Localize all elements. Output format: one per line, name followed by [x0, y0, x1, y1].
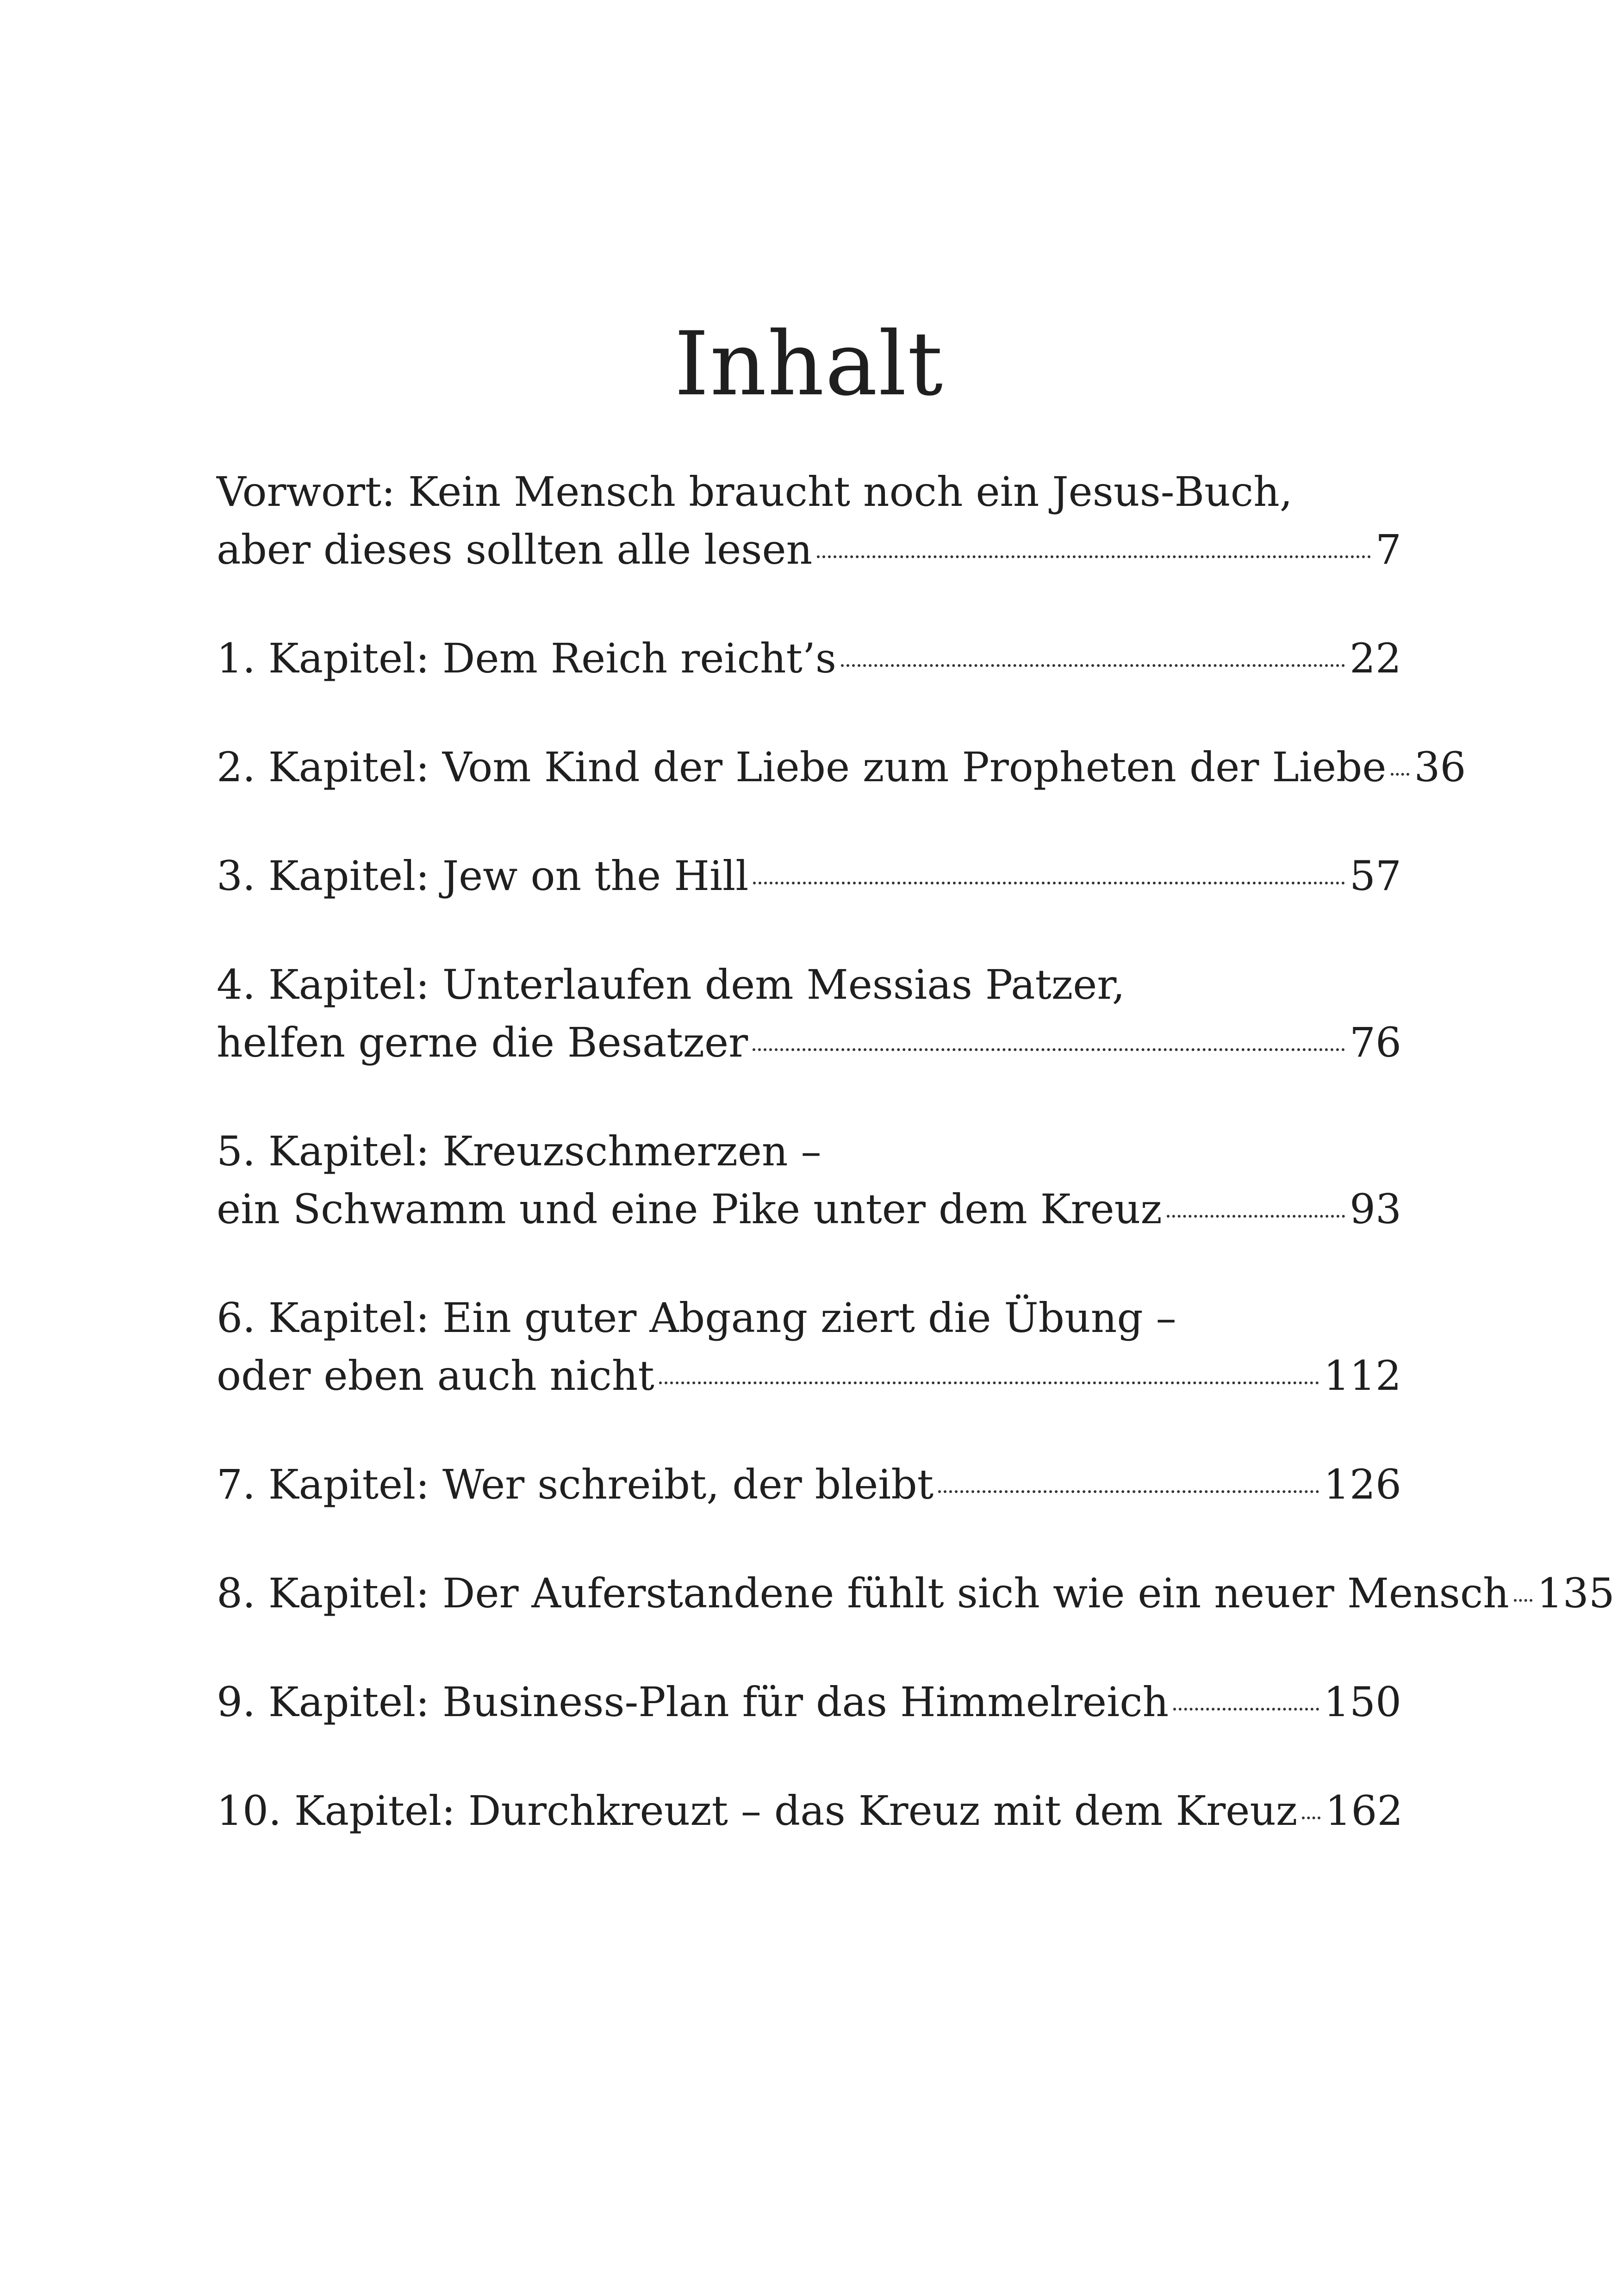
- toc-entry-title: 9. Kapitel: Business-Plan für das Himmelreich: [217, 1678, 1169, 1726]
- dot-leader: [1391, 773, 1409, 776]
- toc-entry: [217, 956, 1401, 1071]
- toc-entry-line-with-page: [217, 521, 1401, 579]
- toc-entry-title: helfen gerne die Besatzer: [217, 1019, 748, 1066]
- toc-entry-title: 6. Kapitel: Ein guter Abgang ziert die Übung –: [217, 1294, 1176, 1342]
- toc-entry-line-with-page: [217, 1564, 1615, 1622]
- toc-entry: [217, 738, 1466, 796]
- dot-leader: [1173, 1708, 1319, 1711]
- toc-entry: [217, 463, 1401, 579]
- toc-entry-line-with-page: [217, 629, 1401, 687]
- toc-page-number: 162: [1325, 1787, 1403, 1835]
- toc-entry-title: 5. Kapitel: Kreuzschmerzen –: [217, 1127, 821, 1175]
- toc-page-number: 76: [1350, 1019, 1401, 1066]
- toc-entry-title: 3. Kapitel: Jew on the Hill: [217, 852, 749, 900]
- toc-entry-line-with-page: [217, 1347, 1401, 1405]
- toc-entry-line-with-page: [217, 738, 1466, 796]
- toc-page-number: 112: [1324, 1352, 1401, 1400]
- table-of-contents: [217, 463, 1615, 1840]
- toc-page-number: 150: [1324, 1678, 1401, 1726]
- toc-entry-line-with-page: [217, 1673, 1401, 1731]
- dot-leader: [753, 1048, 1345, 1051]
- dot-leader: [753, 882, 1345, 884]
- toc-page-number: 36: [1414, 743, 1466, 791]
- toc-page-number: 126: [1324, 1461, 1401, 1508]
- page-title: Inhalt: [674, 313, 944, 416]
- toc-entry: [217, 1456, 1401, 1513]
- toc-page-number: 7: [1375, 526, 1401, 573]
- dot-leader: [817, 555, 1371, 558]
- toc-page-number: 135: [1537, 1569, 1615, 1617]
- toc-entry-line: [217, 956, 1401, 1014]
- toc-entry-title: 10. Kapitel: Durchkreuzt – das Kreuz mit dem Kreuz: [217, 1787, 1298, 1835]
- toc-entry-line: [217, 463, 1401, 521]
- toc-entry-line-with-page: [217, 847, 1401, 905]
- toc-entry-title: 7. Kapitel: Wer schreibt, der bleibt: [217, 1461, 934, 1508]
- toc-entry: [217, 629, 1401, 687]
- toc-page-number: 57: [1350, 852, 1401, 900]
- toc-page-number: 22: [1350, 635, 1401, 682]
- toc-entry: [217, 1673, 1401, 1731]
- toc-page-number: 93: [1350, 1185, 1401, 1233]
- toc-entry-title: 8. Kapitel: Der Auferstandene fühlt sich wie ein neuer Mensch: [217, 1569, 1509, 1617]
- toc-entry-line-with-page: [217, 1456, 1401, 1513]
- toc-entry-line-with-page: [217, 1782, 1401, 1840]
- toc-entry: [217, 1782, 1401, 1840]
- toc-entry: [217, 1289, 1401, 1405]
- toc-entry: [217, 1122, 1401, 1238]
- toc-entry-line: [217, 1122, 1401, 1180]
- toc-entry-line-with-page: [217, 1180, 1401, 1238]
- toc-entry: [217, 847, 1401, 905]
- toc-entry-title: 1. Kapitel: Dem Reich reicht’s: [217, 635, 837, 682]
- toc-entry-title: ein Schwamm und eine Pike unter dem Kreuz: [217, 1185, 1162, 1233]
- toc-entry-line: [217, 1289, 1401, 1347]
- dot-leader: [938, 1490, 1319, 1493]
- toc-entry-title: Vorwort: Kein Mensch braucht noch ein Jesus-Buch,: [217, 468, 1293, 516]
- toc-entry-title: aber dieses sollten alle lesen: [217, 526, 813, 573]
- dot-leader: [659, 1381, 1319, 1384]
- toc-entry-line-with-page: [217, 1014, 1401, 1071]
- toc-entry-title: oder eben auch nicht: [217, 1352, 654, 1400]
- dot-leader: [1167, 1215, 1345, 1218]
- toc-entry-title: 2. Kapitel: Vom Kind der Liebe zum Propheten der Liebe: [217, 743, 1387, 791]
- dot-leader: [841, 664, 1345, 667]
- dot-leader: [1514, 1599, 1532, 1602]
- toc-entry: [217, 1564, 1615, 1622]
- dot-leader: [1302, 1817, 1320, 1819]
- toc-entry-title: 4. Kapitel: Unterlaufen dem Messias Patzer,: [217, 961, 1125, 1008]
